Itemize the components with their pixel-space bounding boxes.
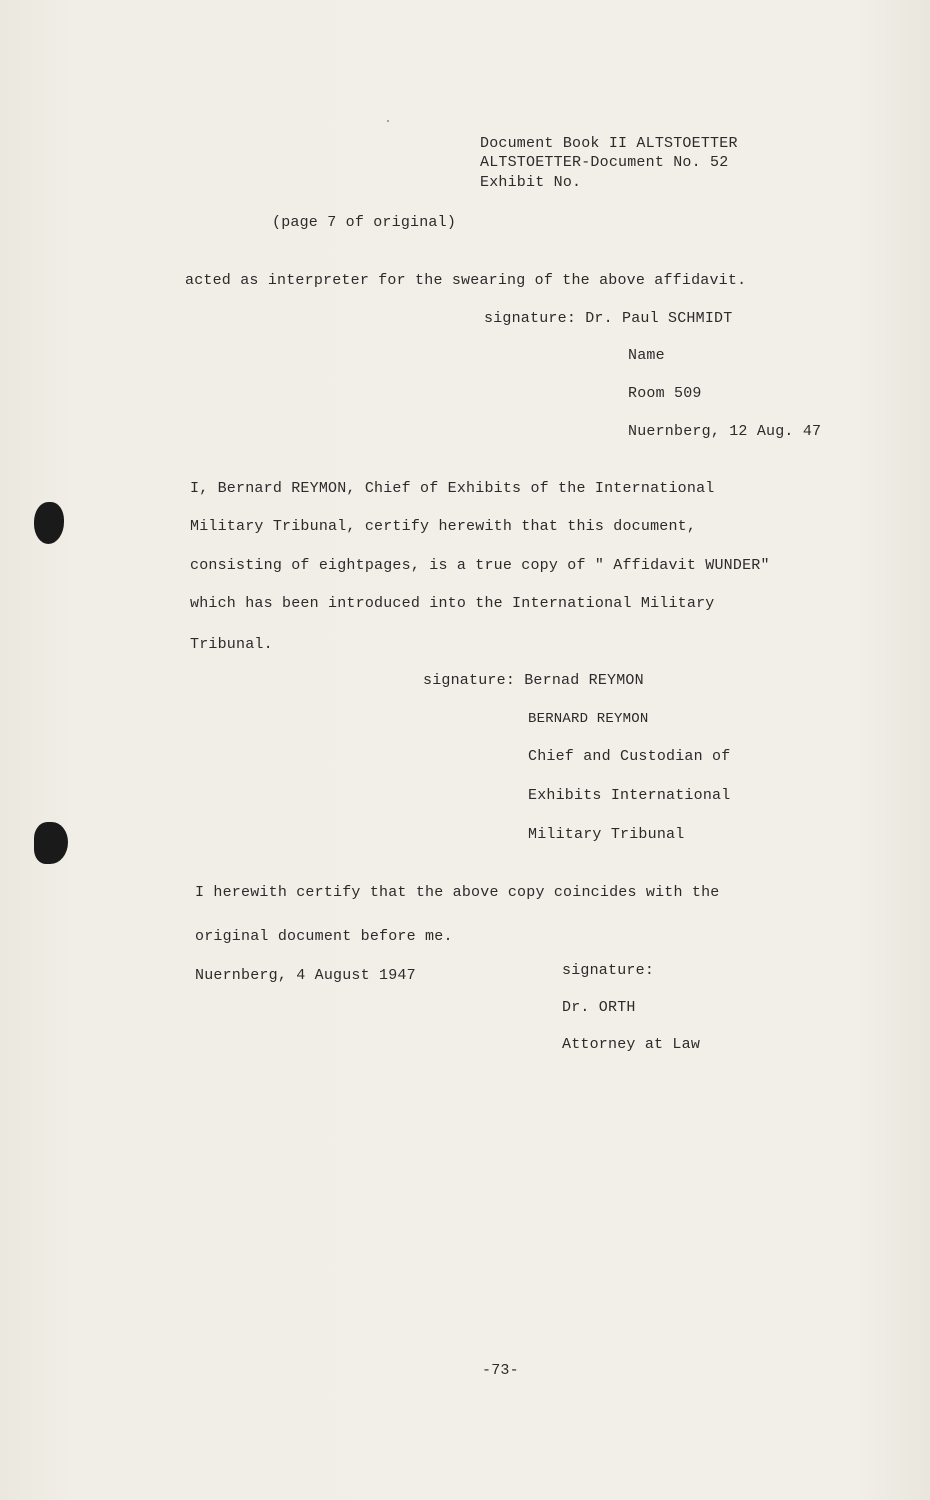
- certification-title-line: Military Tribunal: [528, 826, 685, 843]
- certification-title-line: Exhibits International: [528, 787, 731, 804]
- attestation-name: Dr. ORTH: [562, 999, 636, 1016]
- paper-fleck: [387, 120, 389, 122]
- interpreter-room: Room 509: [628, 385, 702, 402]
- attestation-line: original document before me.: [195, 928, 453, 945]
- attestation-place-date: Nuernberg, 4 August 1947: [195, 967, 416, 984]
- certification-signature: signature: Bernad REYMON: [423, 672, 644, 689]
- certification-line: Tribunal.: [190, 636, 273, 653]
- interpreter-name-label: Name: [628, 347, 665, 364]
- certification-line: Military Tribunal, certify herewith that this document,: [190, 518, 697, 535]
- interpreter-statement: acted as interpreter for the swearing of the above affidavit.: [185, 272, 747, 289]
- header-document-number: ALTSTOETTER-Document No. 52: [480, 154, 729, 171]
- certification-title-line: Chief and Custodian of: [528, 748, 731, 765]
- certification-name-caps: BERNARD REYMON: [528, 711, 649, 727]
- page-number: -73-: [482, 1362, 519, 1379]
- interpreter-signature: signature: Dr. Paul SCHMIDT: [484, 310, 733, 327]
- page-note: (page 7 of original): [272, 214, 457, 231]
- punch-hole-upper: [34, 502, 64, 544]
- certification-line: I, Bernard REYMON, Chief of Exhibits of the International: [190, 480, 715, 497]
- certification-line: which has been introduced into the International Military: [190, 595, 715, 612]
- attestation-line: I herewith certify that the above copy coincides with the: [195, 884, 720, 901]
- punch-hole-lower: [34, 822, 68, 864]
- certification-line: consisting of eightpages, is a true copy of " Affidavit WUNDER": [190, 557, 770, 574]
- attestation-title: Attorney at Law: [562, 1036, 701, 1053]
- header-exhibit-number: Exhibit No.: [480, 174, 582, 191]
- interpreter-place-date: Nuernberg, 12 Aug. 47: [628, 423, 822, 440]
- header-document-book: Document Book II ALTSTOETTER: [480, 135, 738, 152]
- attestation-signature: signature:: [562, 962, 655, 979]
